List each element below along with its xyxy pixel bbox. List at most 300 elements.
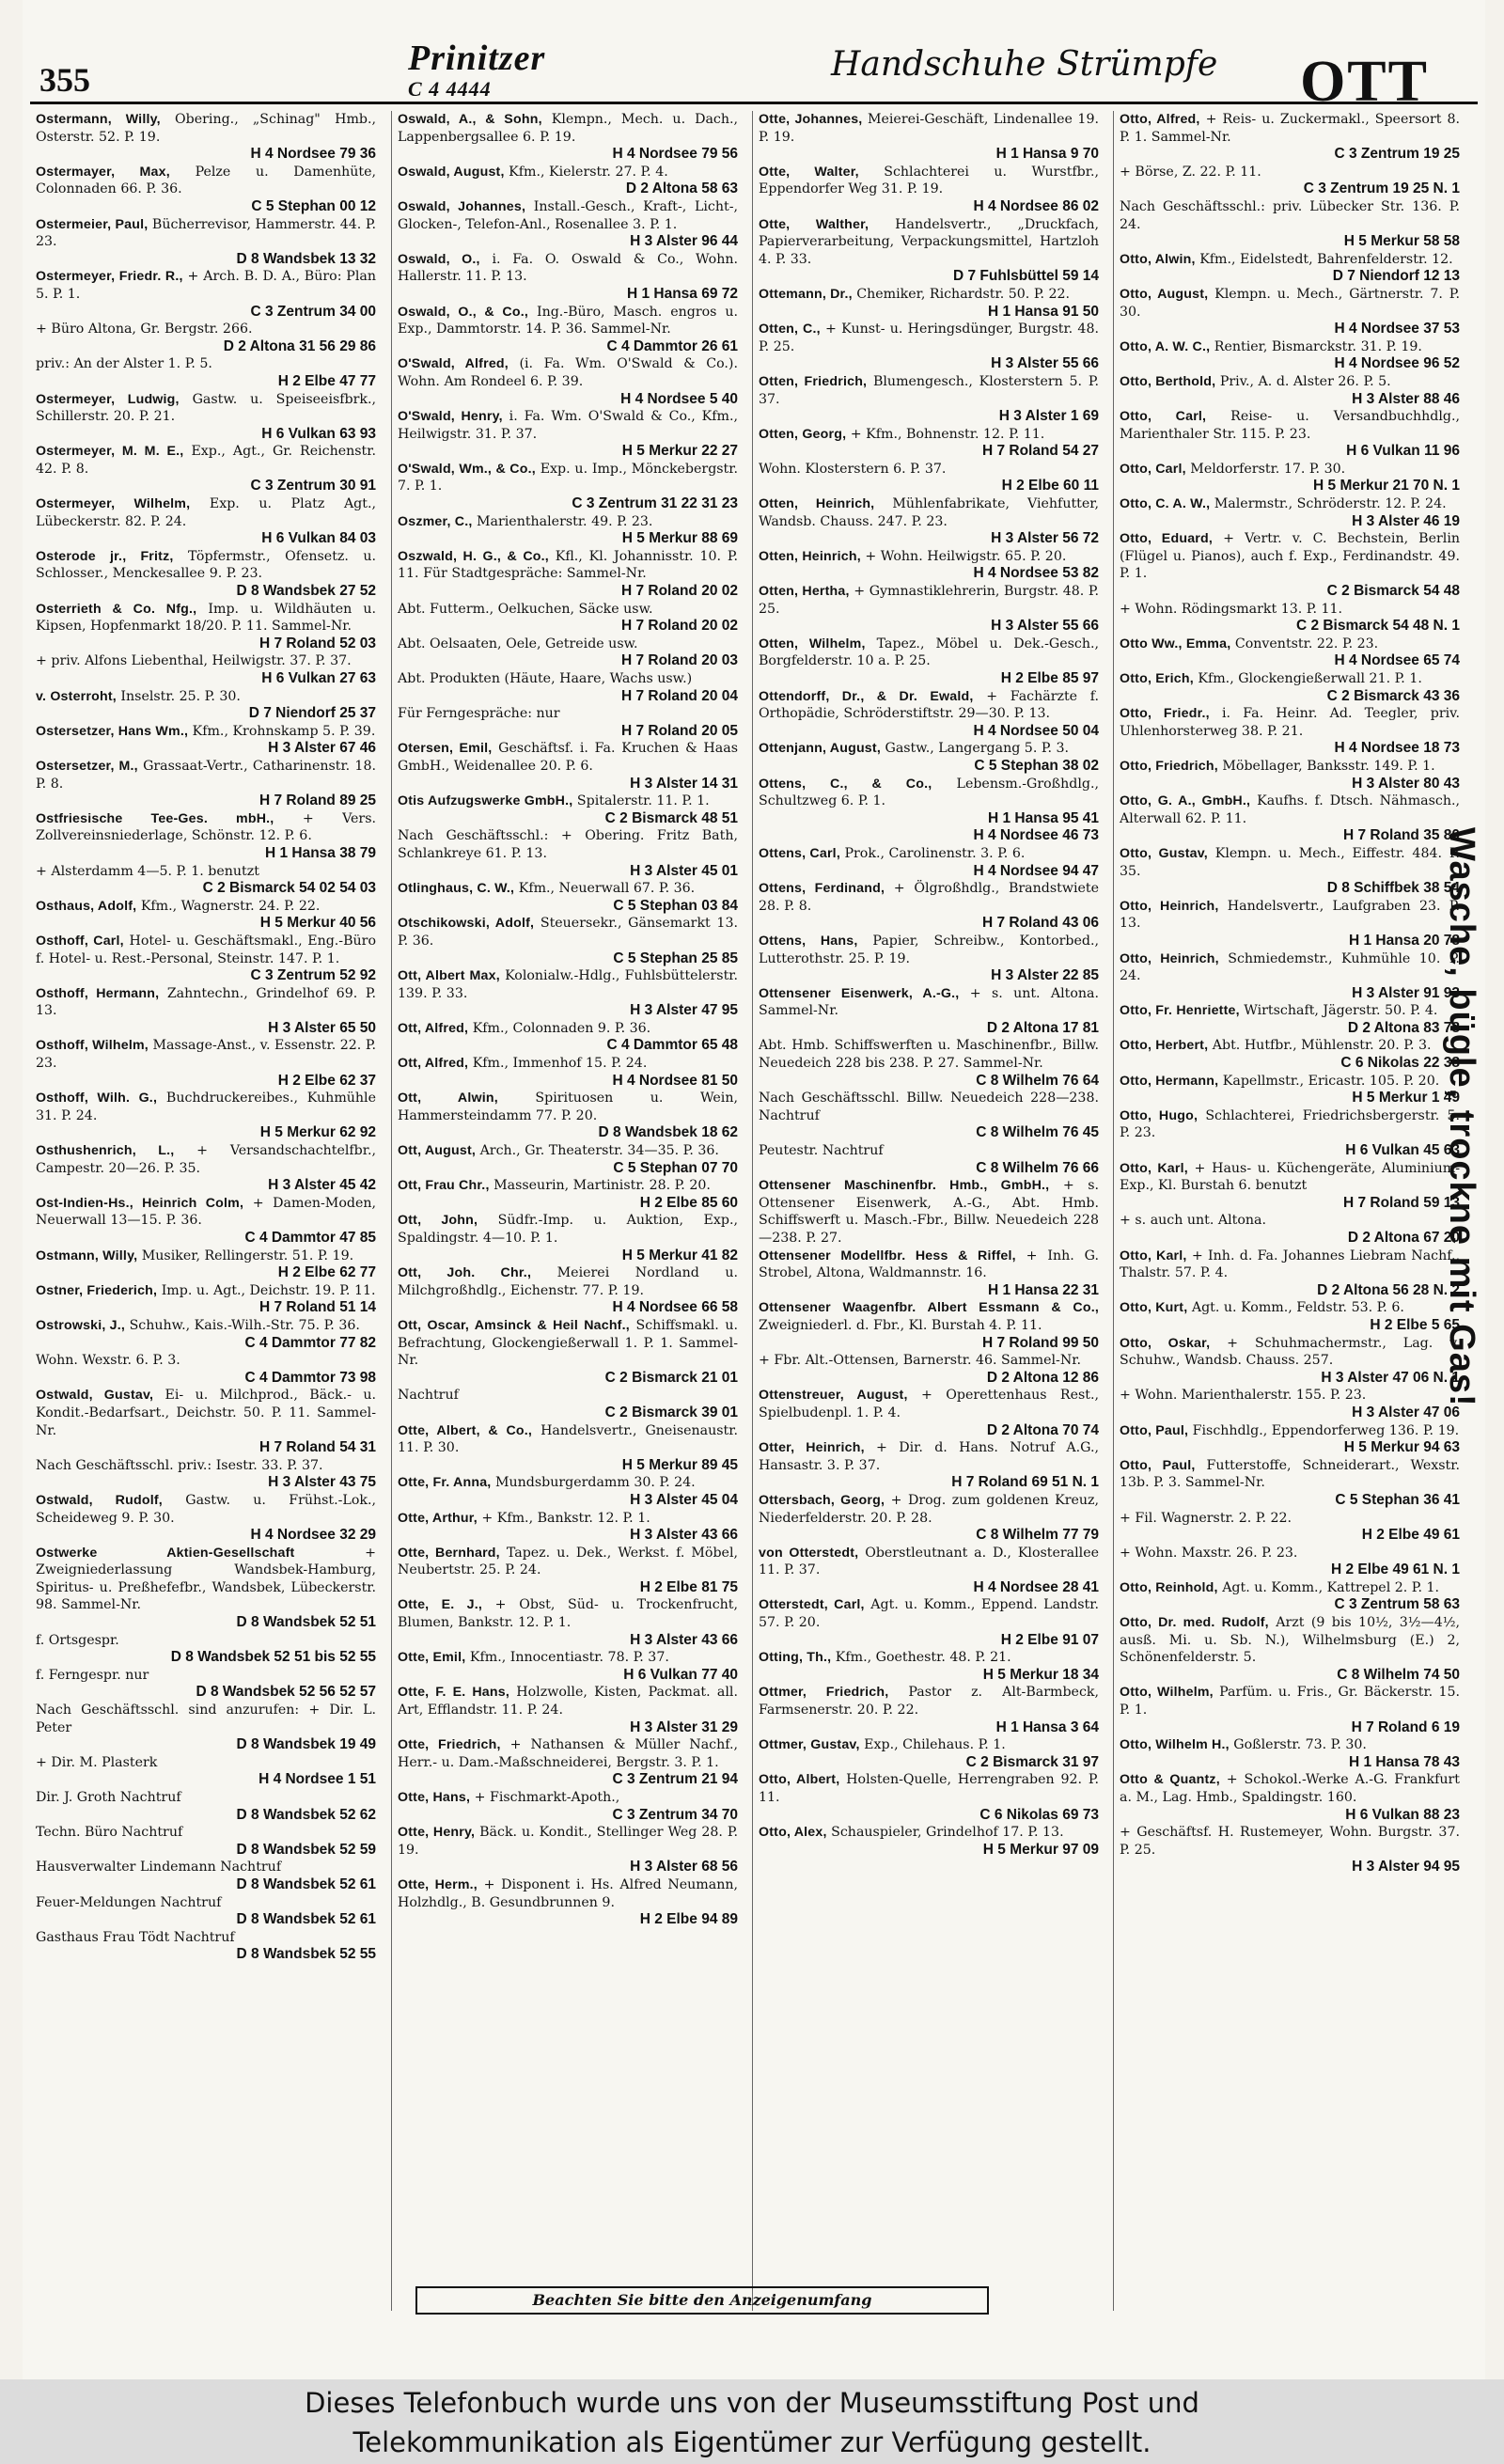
entry-phone: H 5 Merkur 18 34 <box>982 1666 1099 1683</box>
listing-entry <box>392 1317 742 1387</box>
entry-phone: H 4 Nordsee 86 02 <box>973 197 1099 214</box>
listing-entry <box>392 548 742 601</box>
listing-entry <box>1114 1160 1464 1213</box>
entry-name: Oswald, Johannes, <box>398 198 526 214</box>
entry-phone: C 2 Bismarck 31 97 <box>965 1753 1099 1770</box>
entry-phone: H 1 Hansa 91 50 <box>987 303 1099 320</box>
entry-details: Fischhdlg., Eppendorferweg 136. P. 19. <box>1192 1422 1460 1438</box>
listing-entry <box>392 1596 742 1649</box>
entry-details: Hausverwalter Lindemann Nachtruf <box>36 1860 282 1875</box>
entry-phone: H 4 Nordsee 81 50 <box>612 1072 738 1089</box>
entry-name: Otschikowski, Adolf, <box>398 916 535 932</box>
entry-name: Oswald, August, <box>398 164 505 180</box>
listing-entry <box>1114 461 1464 495</box>
entry-phone: H 1 Hansa 69 72 <box>626 285 738 302</box>
entry-name: Otis Aufzugswerke GmbH., <box>398 793 573 809</box>
entry-details: priv.: An der Alster 1. P. 5. <box>36 356 212 372</box>
entry-name: Otte, Walther, <box>759 216 870 232</box>
entry-details: + Operettenhaus Rest., Spielbudenpl. 1. P. 4. <box>759 1388 1099 1420</box>
entry-details: + Dir. M. Plasterk <box>36 1754 158 1770</box>
entry-name: Oszwald, H. G., & Co., <box>398 548 549 564</box>
listing-entry <box>392 1055 742 1090</box>
listing-entry <box>1114 1037 1464 1072</box>
listing-entry <box>30 111 380 164</box>
entry-phone: D 8 Wandsbek 52 55 <box>236 1946 376 1963</box>
entry-phone: H 6 Vulkan 88 23 <box>1345 1806 1460 1823</box>
entry-name: Otte, Walter, <box>759 164 859 180</box>
entry-name: Ottmer, Gustav, <box>759 1737 860 1753</box>
listing-entry <box>30 164 380 216</box>
entry-name: Ottensener Waagenfbr. Albert Essmann & Co., <box>759 1300 1099 1316</box>
entry-details: + Dir. d. Hans. Notruf A.G., Hansastr. 3. P. 37. <box>759 1440 1099 1473</box>
entry-details: Kfm., Glockengießerwall 21. P. 1. <box>1198 671 1422 686</box>
listing-entry <box>30 933 380 985</box>
entry-phone: H 3 Alster 45 04 <box>630 1491 738 1508</box>
entry-name: Ott, Alwin, <box>398 1091 498 1106</box>
entry-details: Nach Geschäftsschl.: priv. Lübecker Str. 136. P. 24. <box>1120 198 1460 232</box>
listing-entry <box>30 1142 380 1195</box>
listing-entry <box>753 636 1103 688</box>
page-number: 355 <box>39 61 90 99</box>
entry-details: Exp. u. Platz Agt., Lübeckerstr. 82. P. 24. <box>36 496 376 529</box>
listing-entry <box>30 1282 380 1317</box>
entry-phone: H 3 Alster 88 46 <box>1352 390 1460 407</box>
entry-details: Kfm., Innocentiastr. 78. P. 37. <box>469 1650 669 1666</box>
entry-phone: H 5 Merkur 97 09 <box>982 1841 1099 1858</box>
listing-entry <box>753 688 1103 741</box>
entry-name: Ostwald, Gustav, <box>36 1388 154 1404</box>
entry-name: Ott, Oscar, Amsinck & Heil Nachf., <box>398 1317 630 1333</box>
listing-entry <box>392 915 742 967</box>
entry-name: Ostwerke Aktien-Gesellschaft <box>36 1545 295 1561</box>
entry-details: Kfm., Immenhof 15. P. 24. <box>472 1056 648 1072</box>
entry-phone: H 1 Hansa 9 70 <box>995 146 1099 163</box>
footer-notice: Beachten Sie bitte den Anzeigenumfang <box>415 2286 989 2315</box>
listing-entry <box>30 1090 380 1142</box>
entry-name: Otter, Heinrich, <box>759 1440 865 1456</box>
entry-details: + Ölgroßhdlg., Brandstwiete 28. P. 8. <box>759 881 1099 914</box>
entry-phone: D 2 Altona 58 63 <box>625 180 738 197</box>
header-ad-products: Handschuhe Strümpfe <box>831 45 1218 84</box>
entry-phone: H 7 Roland 20 04 <box>620 687 738 704</box>
entry-details: Klempn. u. Mech., Eiffestr. 484. P. 35. <box>1120 845 1460 879</box>
entry-phone: H 7 Roland 54 27 <box>981 443 1099 460</box>
entry-phone: H 5 Merkur 21 70 N. 1 <box>1313 478 1460 494</box>
entry-phone: C 2 Bismarck 54 48 <box>1326 583 1460 600</box>
listing-entry <box>392 111 742 164</box>
entry-details: Schlachterei u. Wurstfbr., Eppendorfer Weg 31. P. 19. <box>759 164 1099 197</box>
entry-details: Pelze u. Damenhüte, Colonnaden 66. P. 36. <box>36 164 376 197</box>
entry-name: Ostersetzer, Hans Wm., <box>36 723 189 739</box>
entry-phone: H 3 Alster 55 66 <box>991 355 1099 372</box>
listing-entry <box>392 1649 742 1684</box>
listing-columns <box>30 111 1470 2311</box>
entry-phone: H 2 Elbe 85 97 <box>1000 670 1099 686</box>
entry-name: Otte, Johannes, <box>759 112 863 127</box>
entry-details: + s. auch unt. Altona. <box>1120 1213 1267 1229</box>
entry-phone: H 1 Hansa 22 31 <box>987 1281 1099 1298</box>
entry-name: Ostmann, Willy, <box>36 1248 138 1263</box>
entry-name: Otto, Friedr., <box>1120 706 1210 722</box>
entry-name: Otto, Dr. med. Rudolf, <box>1120 1615 1269 1631</box>
listing-entry <box>30 863 380 898</box>
entry-phone: C 3 Zentrum 34 70 <box>612 1806 738 1823</box>
entry-phone: H 2 Elbe 47 77 <box>277 372 376 389</box>
entry-details: i. Fa. Heinr. Ad. Teegler, priv. Uhlenhorsterweg 38. P. 21. <box>1120 706 1460 739</box>
entry-name: Oszmer, C., <box>398 513 473 529</box>
entry-details: + Obst, Süd- u. Trockenfrucht, Blumen, Bankstr. 12. P. 1. <box>398 1597 739 1631</box>
listing-entry <box>392 198 742 251</box>
entry-phone: D 8 Wandsbek 52 56 52 57 <box>196 1684 376 1701</box>
entry-phone: H 4 Nordsee 65 74 <box>1334 652 1460 669</box>
entry-name: Ostrowski, J., <box>36 1317 126 1333</box>
entry-phone: H 6 Vulkan 11 96 <box>1346 443 1460 460</box>
entry-phone: H 6 Vulkan 63 93 <box>261 425 376 442</box>
listing-entry <box>392 967 742 1020</box>
header-ad-number: C 4 4444 <box>408 77 492 101</box>
entry-name: Ottersbach, Georg, <box>759 1492 885 1508</box>
header-keyword: OTT <box>1300 50 1429 114</box>
entry-details: Handelsvertr., Laufgraben 23. P. 13. <box>1120 898 1460 932</box>
listing-entry <box>392 880 742 915</box>
listing-entry <box>753 1177 1103 1247</box>
entry-phone: C 8 Wilhelm 76 45 <box>976 1124 1099 1141</box>
entry-details: Imp. u. Wildhäuten u. Kipsen, Hopfenmarkt 18/20. P. 11. Sammel-Nr. <box>36 601 377 635</box>
entry-phone: D 8 Schiffbek 38 54 <box>1326 880 1460 897</box>
entry-details: Agt. u. Komm., Feldstr. 53. P. 6. <box>1191 1300 1404 1316</box>
listing-entry <box>1114 1248 1464 1300</box>
listing-entry <box>753 1545 1103 1597</box>
entry-name: Osthaus, Adolf, <box>36 898 137 914</box>
listing-entry <box>392 1090 742 1142</box>
entry-phone: D 8 Wandsbek 27 52 <box>236 583 376 600</box>
entry-details: + Börse, Z. 22. P. 11. <box>1120 164 1261 180</box>
listing-entry <box>30 1929 380 1964</box>
entry-details: + Reis- u. Zuckermakl., Speersort 8. P. 1. Sammel-Nr. <box>1120 112 1460 145</box>
entry-phone: H 7 Roland 59 13 <box>1342 1194 1460 1211</box>
listing-entry <box>30 1702 380 1754</box>
entry-details: Massage-Anst., v. Essenstr. 22. P. 23. <box>36 1038 377 1072</box>
entry-phone: H 7 Roland 51 14 <box>258 1299 376 1316</box>
entry-details: f. Ferngespr. nur <box>36 1667 149 1683</box>
listing-entry <box>392 1177 742 1212</box>
entry-phone: D 8 Wandsbek 13 32 <box>236 250 376 267</box>
listing-entry <box>753 583 1103 636</box>
listing-entry <box>392 355 742 408</box>
listing-entry <box>1114 1387 1464 1421</box>
entry-phone: C 3 Zentrum 31 22 31 23 <box>572 495 738 512</box>
entry-phone: H 7 Roland 20 02 <box>620 583 738 600</box>
entry-details: Conventstr. 22. P. 23. <box>1234 636 1379 651</box>
entry-name: Otto, C. A. W., <box>1120 496 1211 512</box>
listing-entry <box>753 1142 1103 1177</box>
entry-details: Gasthaus Frau Tödt Nachtruf <box>36 1929 235 1945</box>
entry-details: Kfm., Kielerstr. 27. P. 4. <box>509 164 668 180</box>
entry-name: Ott, Joh. Chr., <box>398 1265 532 1281</box>
listing-entry <box>30 1632 380 1667</box>
entry-details: Gastw. u. Speiseeisfbrk., Schillerstr. 20. P. 21. <box>36 391 377 425</box>
entry-details: + Alsterdamm 4—5. P. 1. benutzt <box>36 863 259 879</box>
entry-phone: H 6 Vulkan 27 63 <box>261 670 376 686</box>
entry-details: Goßlerstr. 73. P. 30. <box>1233 1737 1367 1753</box>
entry-phone: H 5 Merkur 89 45 <box>621 1456 738 1473</box>
entry-phone: H 7 Roland 69 51 N. 1 <box>951 1474 1099 1491</box>
entry-phone: H 7 Roland 43 06 <box>981 915 1099 932</box>
entry-name: Ott, Alfred, <box>398 1020 469 1036</box>
entry-phone: C 4 Dammtor 73 98 <box>244 1369 376 1386</box>
entry-details: Klempn., Mech. u. Dach., Lappenbergsallee 6. P. 19. <box>398 112 739 145</box>
entry-name: Otte, Fr. Anna, <box>398 1475 492 1491</box>
entry-phone: H 6 Vulkan 84 03 <box>261 530 376 547</box>
entry-details: Für Ferngespräche: nur <box>398 706 560 722</box>
entry-phone: H 7 Roland 6 19 <box>1351 1719 1460 1735</box>
entry-details: f. Ortsgespr. <box>36 1632 119 1648</box>
entry-name: Ott, Frau Chr., <box>398 1178 490 1194</box>
entry-details: Holzwolle, Kisten, Packmat. all. Art, Efflandstr. 11. P. 24. <box>398 1685 738 1719</box>
entry-phone: H 2 Elbe 62 77 <box>277 1264 376 1281</box>
entry-name: Ostermayer, Max, <box>36 164 170 180</box>
entry-details: Spitalerstr. 11. P. 1. <box>576 793 710 809</box>
entry-name: Osthoff, Carl, <box>36 933 124 949</box>
entry-details: Abt. Hutfbr., Mühlenstr. 20. P. 3. <box>1212 1038 1432 1054</box>
listing-entry <box>1114 1614 1464 1684</box>
entry-name: Otto, G. A., GmbH., <box>1120 793 1251 809</box>
entry-name: Ottenjann, August, <box>759 741 881 757</box>
entry-details: Schmiedemstr., Kuhmühle 10. P. 24. <box>1120 950 1460 984</box>
entry-name: Otten, Heinrich, <box>759 496 875 512</box>
listing-entry <box>753 827 1103 845</box>
entry-details: Blumengesch., Klosterstern 5. P. 37. <box>759 373 1099 407</box>
entry-phone: H 3 Alster 47 06 <box>1352 1404 1460 1420</box>
entry-details: Kfm., Neuerwall 67. P. 36. <box>518 881 696 897</box>
entry-name: Otto, Hugo, <box>1120 1107 1198 1123</box>
entry-phone: H 4 Nordsee 28 41 <box>973 1578 1099 1595</box>
entry-details: Marienthalerstr. 49. P. 23. <box>477 513 653 529</box>
entry-name: Otto Ww., Emma, <box>1120 636 1231 651</box>
entry-phone: H 5 Merkur 1 49 <box>1352 1090 1460 1106</box>
entry-name: Otto, Eduard, <box>1120 531 1214 547</box>
entry-details: Exp., Chilehaus. P. 1. <box>864 1737 1006 1753</box>
listing-entry <box>392 1684 742 1736</box>
listing-entry <box>1114 758 1464 793</box>
entry-name: Otto, Friedrich, <box>1120 758 1218 774</box>
entry-phone: H 3 Alster 45 01 <box>630 862 738 879</box>
listing-entry <box>1114 1299 1464 1334</box>
entry-phone: D 2 Altona 12 86 <box>986 1369 1099 1386</box>
listing-entry <box>753 548 1103 583</box>
listing-entry <box>1114 1457 1464 1510</box>
listing-entry <box>30 1667 380 1702</box>
entry-details: Pastor z. Alt-Barmbeck, Farmsenerstr. 20. P. 22. <box>759 1685 1100 1719</box>
header-rule <box>30 102 1478 104</box>
listing-entry <box>392 513 742 548</box>
entry-name: Otting, Th., <box>759 1650 832 1666</box>
entry-details: Gastw., Langergang 5. P. 3. <box>885 741 1070 757</box>
listing-entry <box>1114 670 1464 705</box>
listing-entry <box>392 1142 742 1177</box>
entry-phone: D 8 Wandsbek 18 62 <box>598 1124 738 1141</box>
entry-phone: H 7 Roland 20 05 <box>620 722 738 739</box>
entry-phone: H 5 Merkur 62 92 <box>259 1124 376 1141</box>
listing-entry <box>753 776 1103 828</box>
entry-details: + Kfm., Bohnenstr. 12. P. 11. <box>850 426 1045 442</box>
listing-entry <box>30 723 380 758</box>
entry-details: + Inh. d. Fa. Johannes Liebram Nachf., Thalstr. 57. P. 4. <box>1120 1248 1461 1281</box>
entry-phone: H 3 Alster 56 72 <box>991 530 1099 547</box>
entry-details: Kfm., Colonnaden 9. P. 36. <box>472 1020 651 1036</box>
entry-details: + Büro Altona, Gr. Bergstr. 266. <box>36 322 253 337</box>
entry-phone: D 8 Wandsbek 52 59 <box>236 1841 376 1858</box>
entry-phone: D 7 Fuhlsbüttel 59 14 <box>952 268 1099 285</box>
entry-name: O'Swald, Alfred, <box>398 356 509 372</box>
entry-details: Wohn. Wexstr. 6. P. 3. <box>36 1353 180 1369</box>
entry-phone: C 8 Wilhelm 76 66 <box>976 1159 1099 1176</box>
entry-details: Wirtschaft, Jägerstr. 50. P. 4. <box>1244 1003 1438 1019</box>
listing-entry <box>392 304 742 356</box>
entry-name: Otte, Emil, <box>398 1650 466 1666</box>
entry-details: Hotel- u. Geschäftsmakl., Eng.-Büro f. Hotel- u. Rest.-Personal, Steinstr. 147. P. 1. <box>36 933 376 966</box>
entry-details: Agt. u. Komm., Eppend. Landstr. 57. P. 20. <box>759 1597 1099 1631</box>
entry-phone: C 5 Stephan 38 02 <box>974 757 1099 774</box>
entry-name: Ottmer, Friedrich, <box>759 1685 889 1701</box>
entry-name: Otersen, Emil, <box>398 741 493 757</box>
listing-entry <box>1114 1545 1464 1579</box>
listing-entry <box>30 1352 380 1387</box>
entry-details: + Kunst- u. Heringsdünger, Burgstr. 48. P. 25. <box>759 322 1099 354</box>
entry-details: Kaufhs. f. Dtsch. Nähmasch., Alterwall 62. P. 11. <box>1120 793 1460 826</box>
entry-details: Bäck. u. Kondit., Stellinger Weg 28. P. 19. <box>398 1825 738 1858</box>
entry-phone: H 1 Hansa 78 43 <box>1348 1753 1460 1770</box>
listing-entry <box>1114 251 1464 286</box>
entry-details: + Schokol.-Werke A.-G. Frankfurt a. M., Lag. Hmb., Spaldingstr. 160. <box>1120 1772 1460 1805</box>
entry-name: Otto, Paul, <box>1120 1422 1189 1438</box>
entry-phone: C 6 Nikolas 69 73 <box>979 1806 1099 1823</box>
entry-phone: C 2 Bismarck 39 01 <box>604 1404 738 1420</box>
listing-entry <box>1114 845 1464 898</box>
entry-name: Otto, Karl, <box>1120 1248 1187 1263</box>
entry-details: Dir. J. Groth Nachtruf <box>36 1790 181 1805</box>
entry-phone: H 3 Alster 67 46 <box>268 740 376 757</box>
entry-details: Prok., Carolinenstr. 3. P. 6. <box>844 845 1026 861</box>
entry-details: Rentier, Bismarckstr. 31. P. 19. <box>1214 338 1422 354</box>
entry-phone: H 3 Alster 47 95 <box>630 1002 738 1019</box>
listing-entry <box>30 898 380 933</box>
entry-name: Otten, Heinrich, <box>759 548 861 564</box>
entry-phone: C 8 Wilhelm 76 64 <box>976 1072 1099 1089</box>
entry-phone: H 2 Elbe 49 61 N. 1 <box>1331 1562 1460 1578</box>
entry-name: Oswald, O., <box>398 251 480 267</box>
entry-phone: H 1 Hansa 95 41 <box>987 809 1099 826</box>
entry-details: + Vers. Zollvereinsniederlage, Schönstr. 12. P. 6. <box>36 810 376 844</box>
entry-details: + Schuhmachermstr., Lag. v. Schuhw., Wandsb. Chauss. 257. <box>1120 1335 1461 1369</box>
entry-name: Otte, Hans, <box>398 1790 471 1805</box>
entry-phone: H 4 Nordsee 1 51 <box>258 1771 376 1788</box>
entry-details: i. Fa. Wm. O'Swald & Co., Kfm., Heilwigstr. 31. P. 37. <box>398 409 738 442</box>
entry-details: Peutestr. Nachtruf <box>759 1143 884 1159</box>
entry-phone: C 6 Nikolas 22 38 <box>1340 1055 1460 1072</box>
entry-details: + Disponent i. Hs. Alfred Neumann, Holzhdlg., B. Gesundbrunnen 9. <box>398 1876 738 1910</box>
listing-entry <box>753 1824 1103 1859</box>
entry-phone: C 5 Stephan 07 70 <box>613 1159 738 1176</box>
listing-entry <box>753 1037 1103 1090</box>
entry-phone: H 7 Roland 20 03 <box>620 652 738 669</box>
listing-entry <box>30 391 380 444</box>
listing-entry <box>30 1824 380 1859</box>
entry-name: Otte, Herm., <box>398 1876 478 1892</box>
entry-name: Ostermeier, Paul, <box>36 216 149 232</box>
listing-entry <box>392 636 742 670</box>
entry-name: Otto, Fr. Henriette, <box>1120 1003 1240 1019</box>
entry-name: Osterrieth & Co. Nfg., <box>36 601 197 617</box>
listing-entry <box>30 443 380 495</box>
banner-line-2: Telekommunikation als Eigentümer zur Verfügung gestellt. <box>352 2426 1152 2458</box>
entry-name: Ottensener Modellfbr. Hess & Riffel, <box>759 1248 1016 1263</box>
listing-entry <box>30 1545 380 1632</box>
entry-phone: H 5 Merkur 58 58 <box>1343 233 1460 250</box>
entry-details: Wohn. Klosterstern 6. P. 37. <box>759 461 947 477</box>
entry-name: Ottens, C., & Co., <box>759 776 932 792</box>
entry-details: Gastw. u. Frühst.-Lok., Scheideweg 9. P. 30. <box>36 1492 376 1526</box>
entry-name: Ott, August, <box>398 1143 477 1159</box>
entry-name: Otto, Heinrich, <box>1120 898 1219 914</box>
entry-name: Ottendorff, Dr., & Dr. Ewald, <box>759 688 974 704</box>
entry-name: O'Swald, Wm., & Co., <box>398 461 536 477</box>
entry-details: Oberstleutnant a. D., Klosterallee 11. P. 37. <box>759 1545 1099 1578</box>
entry-phone: D 2 Altona 70 74 <box>986 1421 1099 1438</box>
entry-phone: H 4 Nordsee 18 73 <box>1334 740 1460 757</box>
entry-phone: C 3 Zentrum 19 25 N. 1 <box>1303 180 1460 197</box>
entry-name: Otte, F. E. Hans, <box>398 1685 509 1701</box>
entry-name: Otto, August, <box>1120 286 1209 302</box>
entry-phone: C 2 Bismarck 21 01 <box>604 1369 738 1386</box>
entry-phone: C 5 Stephan 00 12 <box>251 197 376 214</box>
listing-entry <box>392 601 742 636</box>
entry-phone: D 2 Altona 56 28 N. 2 <box>1317 1281 1460 1298</box>
entry-details: Reise- u. Versandbuchhdlg., Marienthaler Str. 115. P. 23. <box>1120 409 1460 442</box>
page-header <box>23 36 1485 114</box>
listing-entry <box>30 1248 380 1282</box>
entry-phone: C 4 Dammtor 65 48 <box>606 1037 738 1054</box>
listing-entry <box>1114 1510 1464 1545</box>
entry-phone: H 5 Merkur 88 69 <box>621 530 738 547</box>
listing-entry <box>1114 1579 1464 1614</box>
entry-phone: H 3 Alster 65 50 <box>268 1019 376 1036</box>
entry-name: Osterode jr., Fritz, <box>36 548 174 564</box>
entry-phone: H 2 Elbe 60 11 <box>1001 478 1099 494</box>
entry-details: Ing.-Büro, Masch. engros u. Exp., Dammtorstr. 14. P. 36. Sammel-Nr. <box>398 304 739 337</box>
listing-entry <box>392 164 742 198</box>
entry-details: Kfl., Kl. Johannisstr. 10. P. 11. Für Stadtgespräche: Sammel-Nr. <box>398 548 738 582</box>
entry-details: + Fil. Wagnerstr. 2. P. 22. <box>1120 1510 1292 1526</box>
archive-banner <box>0 2379 1504 2464</box>
entry-phone: H 7 Roland 89 25 <box>258 793 376 809</box>
entry-details: Meierei-Geschäft, Lindenallee 19. P. 19. <box>759 112 1099 145</box>
entry-name: Otto & Quantz, <box>1120 1772 1220 1788</box>
entry-name: Otte, Albert, & Co., <box>398 1422 533 1438</box>
entry-name: Ott, John, <box>398 1213 478 1229</box>
entry-details: Handelsvertr., „Druckfach, Papierverarbeitung, Verpackungsmittel, Hartzloh 4. P. 33. <box>759 216 1099 267</box>
entry-phone: H 2 Elbe 85 60 <box>639 1194 738 1211</box>
listing-entry <box>753 495 1103 548</box>
entry-phone: C 4 Dammtor 77 82 <box>244 1334 376 1351</box>
entry-phone: C 3 Zentrum 52 92 <box>250 967 376 984</box>
entry-phone: H 3 Alster 22 85 <box>991 967 1099 984</box>
entry-phone: H 4 Nordsee 37 53 <box>1334 321 1460 337</box>
side-advertisement: Wasche, bügle, trockne mit Gas! <box>1442 827 1481 1407</box>
entry-details: Arch., Gr. Theaterstr. 34—35. P. 36. <box>479 1143 719 1159</box>
listing-entry <box>753 1248 1103 1300</box>
entry-phone: C 5 Stephan 25 85 <box>613 950 738 966</box>
